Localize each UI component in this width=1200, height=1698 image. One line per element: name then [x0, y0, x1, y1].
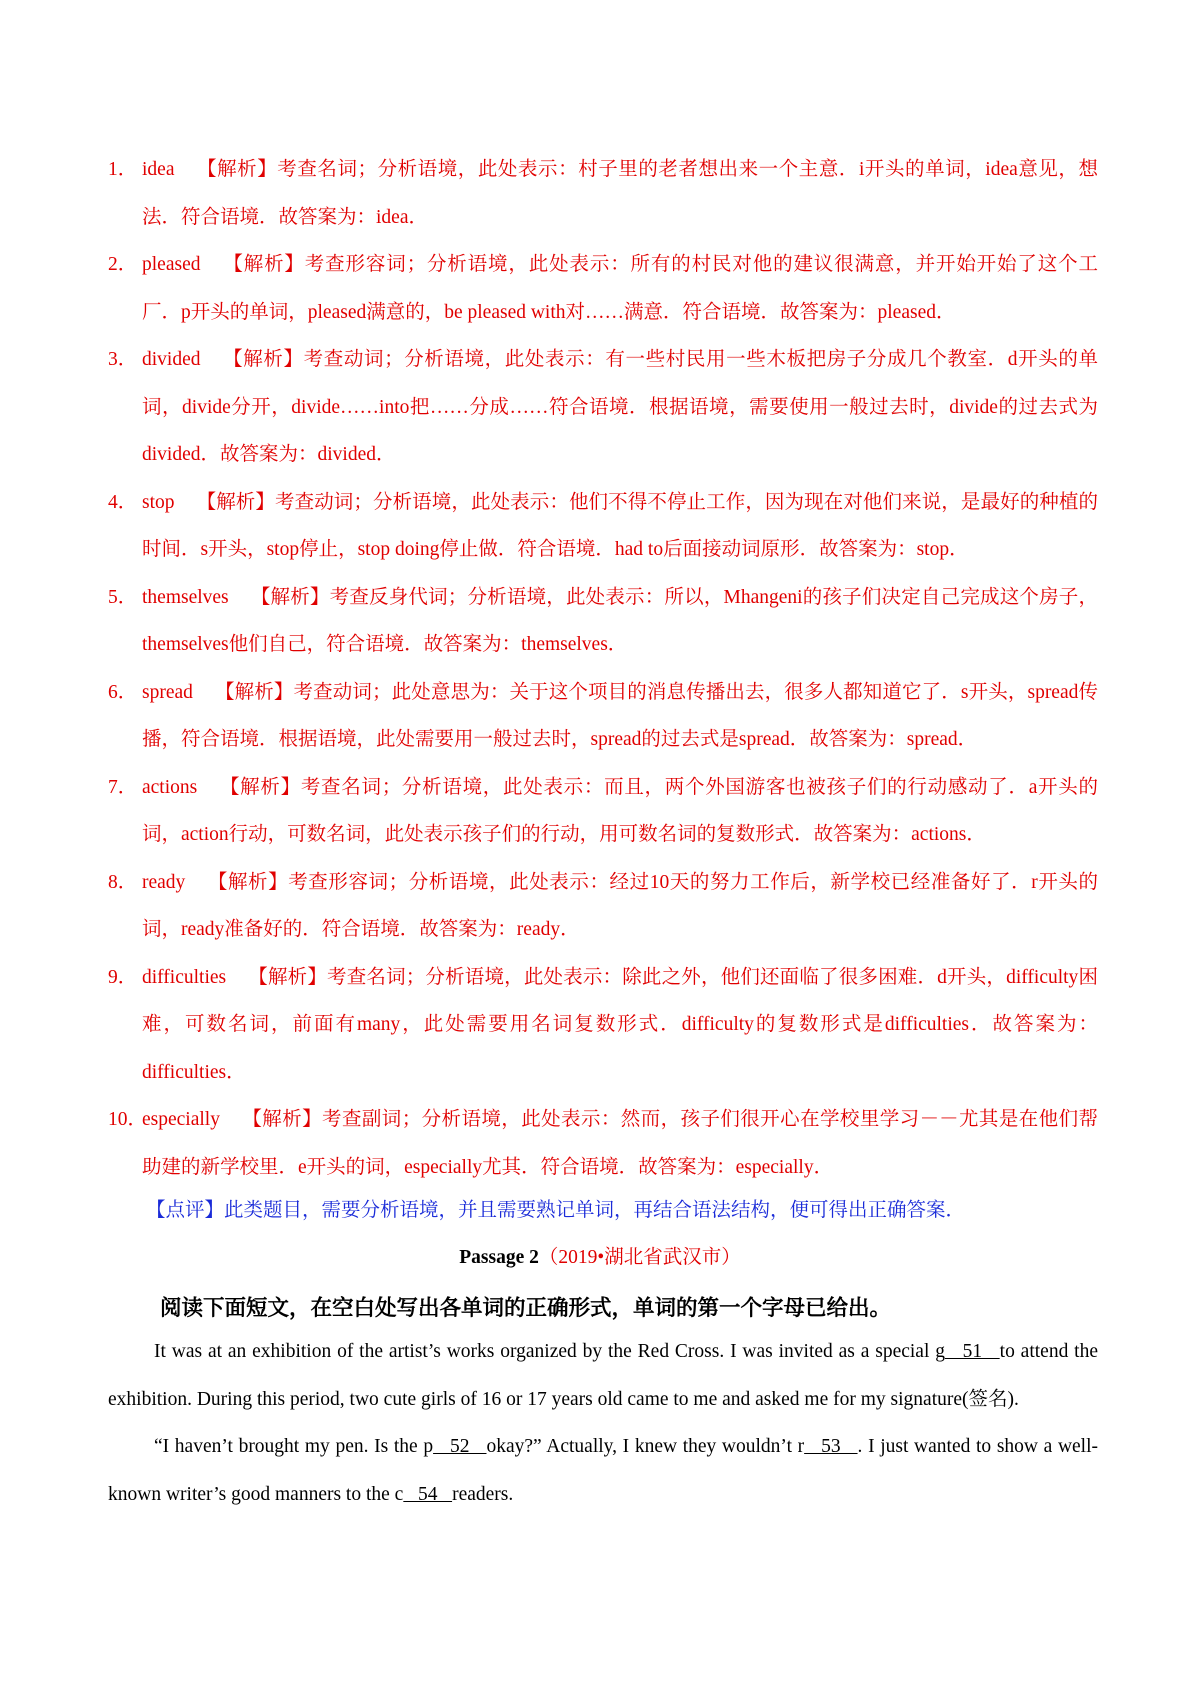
answer-word: stop — [142, 491, 175, 513]
answer-item-8 — [108, 859, 1098, 954]
answer-explanation: 【解析】考查动词；此处意思为：关于这个项目的消息传播出去，很多人都知道它了．s开头，spread传播，符合语境．根据语境，此处需要用一般过去时，spread的过去式是spread．故答案为：spread． — [142, 681, 1098, 750]
passage-paragraph-2: “I haven’t brought my pen. Is the p 52 okay?” Actually, I knew they wouldn’t r 53 . I just wanted to show a well-known writer’s good manners to the c 54 readers. — [108, 1436, 1099, 1505]
answer-number: 2． — [108, 254, 138, 275]
answer-number: 3． — [108, 349, 138, 370]
answer-word: divided — [142, 349, 201, 370]
answer-explanation: 【解析】考查副词；分析语境，此处表示：然而，孩子们很开心在学校里学习－－尤其是在他们帮助建的新学校里．e开头的词，especially尤其．符合语境．故答案为：especially． — [142, 1109, 1098, 1178]
answer-explanation: 【解析】考查形容词；分析语境，此处表示：所有的村民对他的建议很满意，并开始开始了这个工厂．p开头的单词，pleased满意的，be pleased with对……满意．符合语境．故答案为：pleased． — [142, 254, 1098, 323]
answer-word: difficulties — [142, 966, 227, 988]
answer-number: 5． — [108, 586, 138, 608]
passage-instruction: 阅读下面短文，在空白处写出各单词的正确形式，单词的第一个字母已给出。 — [160, 1296, 892, 1320]
answer-number: 1． — [108, 159, 138, 180]
blank-52: 52 — [433, 1436, 487, 1457]
teacher-comment: 【点评】此类题目，需要分析语境，并且需要熟记单词，再结合语法结构，便可得出正确答案． — [146, 1200, 966, 1221]
answer-list — [108, 146, 1098, 1191]
answer-explanation: 【解析】考查动词；分析语境，此处表示：有一些村民用一些木板把房子分成几个教室．d开头的单词，divide分开，divide……into把……分成……符合语境．根据语境，需要使用一般过去时，divide的过去式为divided．故答案为：divided． — [142, 349, 1098, 465]
answer-explanation: 【解析】考查动词；分析语境，此处表示：他们不得不停止工作，因为现在对他们来说，是最好的种植的时间．s开头，stop停止，stop doing停止做．符合语境．had to后面接动词原形．故答案为：stop． — [142, 491, 1098, 560]
answer-item-10 — [108, 1096, 1098, 1191]
answer-explanation: 【解析】考查名词；分析语境，此处表示：除此之外，他们还面临了很多困难．d开头，difficulty困难，可数名词，前面有many，此处需要用名词复数形式．difficulty的复数形式是difficulties．故答案为：difficulties． — [142, 966, 1098, 1083]
answer-explanation: 【解析】考查形容词；分析语境，此处表示：经过10天的努力工作后，新学校已经准备好了．r开头的词，ready准备好的．符合语境．故答案为：ready． — [142, 871, 1098, 940]
answer-number: 9． — [108, 966, 138, 988]
answer-number: 8． — [108, 871, 138, 893]
answer-item-3 — [108, 336, 1098, 479]
answer-item-5 — [108, 574, 1098, 669]
answer-word: ready — [142, 871, 186, 893]
answer-number: 7． — [108, 776, 138, 798]
answer-explanation: 【解析】考查反身代词；分析语境，此处表示：所以，Mhangeni的孩子们决定自己完成这个房子，themselves他们自己，符合语境．故答案为：themselves． — [142, 586, 1098, 655]
answer-explanation: 【解析】考查名词；分析语境，此处表示：村子里的老者想出来一个主意．i开头的单词，idea意见，想法．符合语境．故答案为：idea． — [142, 159, 1098, 228]
answer-item-7 — [108, 764, 1098, 859]
passage-source: （2019•湖北省武汉市） — [538, 1247, 741, 1268]
answer-explanation: 【解析】考查名词；分析语境，此处表示：而且，两个外国游客也被孩子们的行动感动了．a开头的词，action行动，可数名词，此处表示孩子们的行动，用可数名词的复数形式．故答案为：actions． — [142, 776, 1098, 845]
answer-word: idea — [142, 159, 175, 180]
passage-paragraph-1: It was at an exhibition of the artist’s works organized by the Red Cross. I was invited as a special g 51 to attend the exhibition. During this period, two cute girls of 16 or 17 years old came to me and asked me for my signature(签名). — [108, 1341, 1099, 1410]
answer-number: 10． — [108, 1109, 148, 1130]
blank-53: 53 — [804, 1436, 858, 1457]
answer-item-6 — [108, 669, 1098, 764]
answer-word: actions — [142, 776, 198, 798]
answer-word: especially — [142, 1109, 220, 1130]
answer-number: 4． — [108, 491, 138, 513]
answer-item-2 — [108, 241, 1098, 336]
answer-word: pleased — [142, 254, 201, 275]
answer-word: themselves — [142, 586, 229, 608]
answer-word: spread — [142, 681, 193, 703]
passage-heading — [0, 1236, 1200, 1280]
passage-body — [108, 1328, 1098, 1518]
answer-number: 6． — [108, 681, 138, 703]
answer-item-9 — [108, 954, 1098, 1097]
answer-item-4 — [108, 479, 1098, 574]
blank-51: 51 — [945, 1341, 1000, 1362]
blank-54: 54 — [403, 1483, 453, 1505]
answer-item-1 — [108, 146, 1098, 241]
passage-title: Passage 2 — [459, 1247, 539, 1268]
